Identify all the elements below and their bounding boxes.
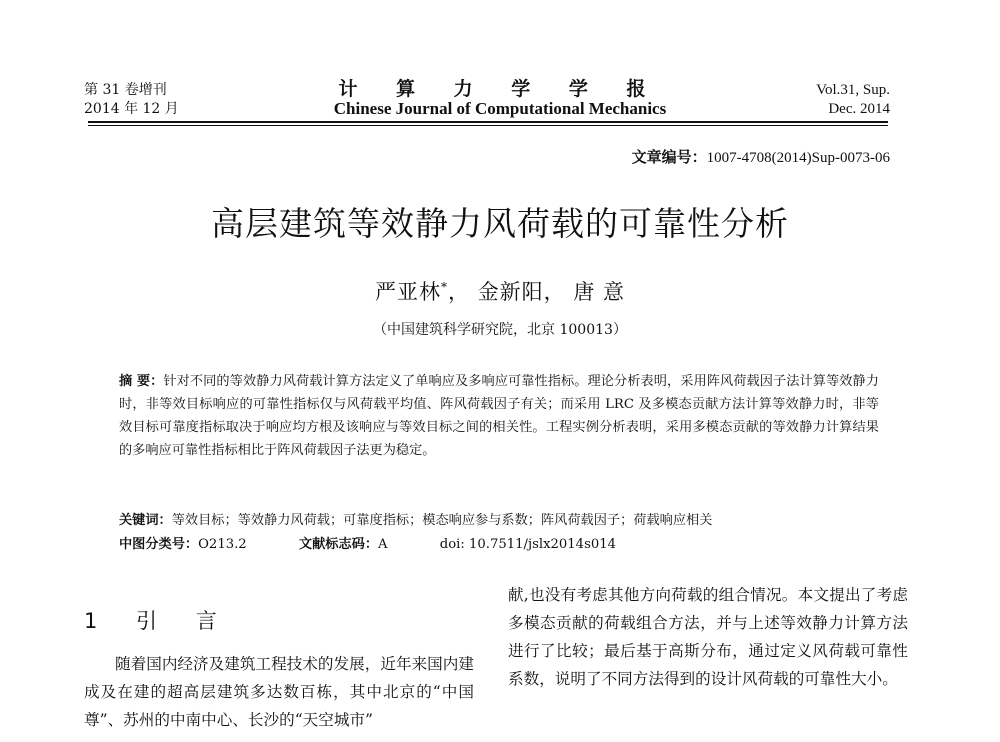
abstract-text: 针对不同的等效静力风荷载计算方法定义了单响应及多响应可靠性指标。理论分析表明，采用阵风荷载因子法计算等效静力时，非等效目标响应的可靠性指标仅与风荷载平均值、阵风荷载因子有关；而采用 LRC 及多模态贡献方法计算等效静力时，非等效目标可靠度指标取决于响应均方根及该响应与等效目标之间的相关性。工程实例分析表明，采用多模态贡献的等效静力计算结果的多响应可靠性指标相比于阵风荷载因子法更为稳定。: [119, 374, 879, 458]
doc-code-label: 文献标志码：: [298, 537, 379, 552]
issue-date: 2014 年 12 月: [84, 101, 179, 117]
corresponding-mark: *: [440, 280, 448, 294]
body-paragraph-left: 随着国内经济及建筑工程技术的发展，近年来国内建成及在建的超高层建筑多达数百栋，其中北京的“中国尊”、苏州的中南中心、长沙的“天空城市”: [84, 655, 474, 729]
article-number-label: 文章编号：: [631, 148, 707, 166]
doc-code-value: A: [378, 537, 388, 552]
issue-date-en: Dec. 2014: [828, 101, 890, 117]
article-number-value: 1007-4708(2014)Sup-0073-06: [706, 150, 890, 166]
abstract-label: 摘 要：: [119, 374, 164, 389]
body-right-column: [508, 581, 908, 693]
classification-row: [119, 534, 879, 556]
header-rule-thick: [88, 121, 888, 123]
affiliation: （中国建筑科学研究院，北京 100013）: [373, 322, 627, 338]
keywords-label: 关键词：: [119, 513, 172, 528]
paper-title: 高层建筑等效静力风荷载的可靠性分析: [211, 204, 789, 243]
article-number: [632, 146, 890, 167]
volume-info-en: Vol.31, Sup.: [816, 82, 890, 98]
body-paragraph-right: 献,也没有考虑其他方向荷载的组合情况。本文提出了考虑多模态贡献的荷载组合方法，并与上述等效静力计算方法进行了比较；最后基于高斯分布，通过定义风荷载可靠性系数，说明了不同方法得到的设计风荷载的可靠性大小。: [508, 586, 908, 688]
doi-label: doi:: [439, 537, 465, 552]
author-others: ， 金新阳， 唐 意: [447, 280, 626, 304]
author-corresponding: 严亚林: [374, 280, 441, 304]
keywords: [119, 510, 879, 532]
body-left-column: [84, 650, 474, 734]
clc-value: O213.2: [198, 537, 247, 552]
doi-value: 10.7511/jslx2014s014: [469, 537, 617, 552]
section-heading: 1 引 言: [84, 609, 233, 633]
author-list: [0, 276, 1000, 306]
keywords-text: 等效目标；等效静力风荷载；可靠度指标；模态响应参与系数；阵风荷载因子；荷载响应相关: [171, 513, 713, 528]
abstract: [119, 370, 879, 462]
volume-info: 第 31 卷增刊: [84, 82, 167, 98]
journal-title-cn: 计 算 力 学 学 报: [338, 78, 662, 100]
header-rule-thin: [88, 125, 888, 126]
journal-title-en: Chinese Journal of Computational Mechanics: [333, 99, 667, 118]
clc-label: 中图分类号：: [119, 537, 199, 552]
